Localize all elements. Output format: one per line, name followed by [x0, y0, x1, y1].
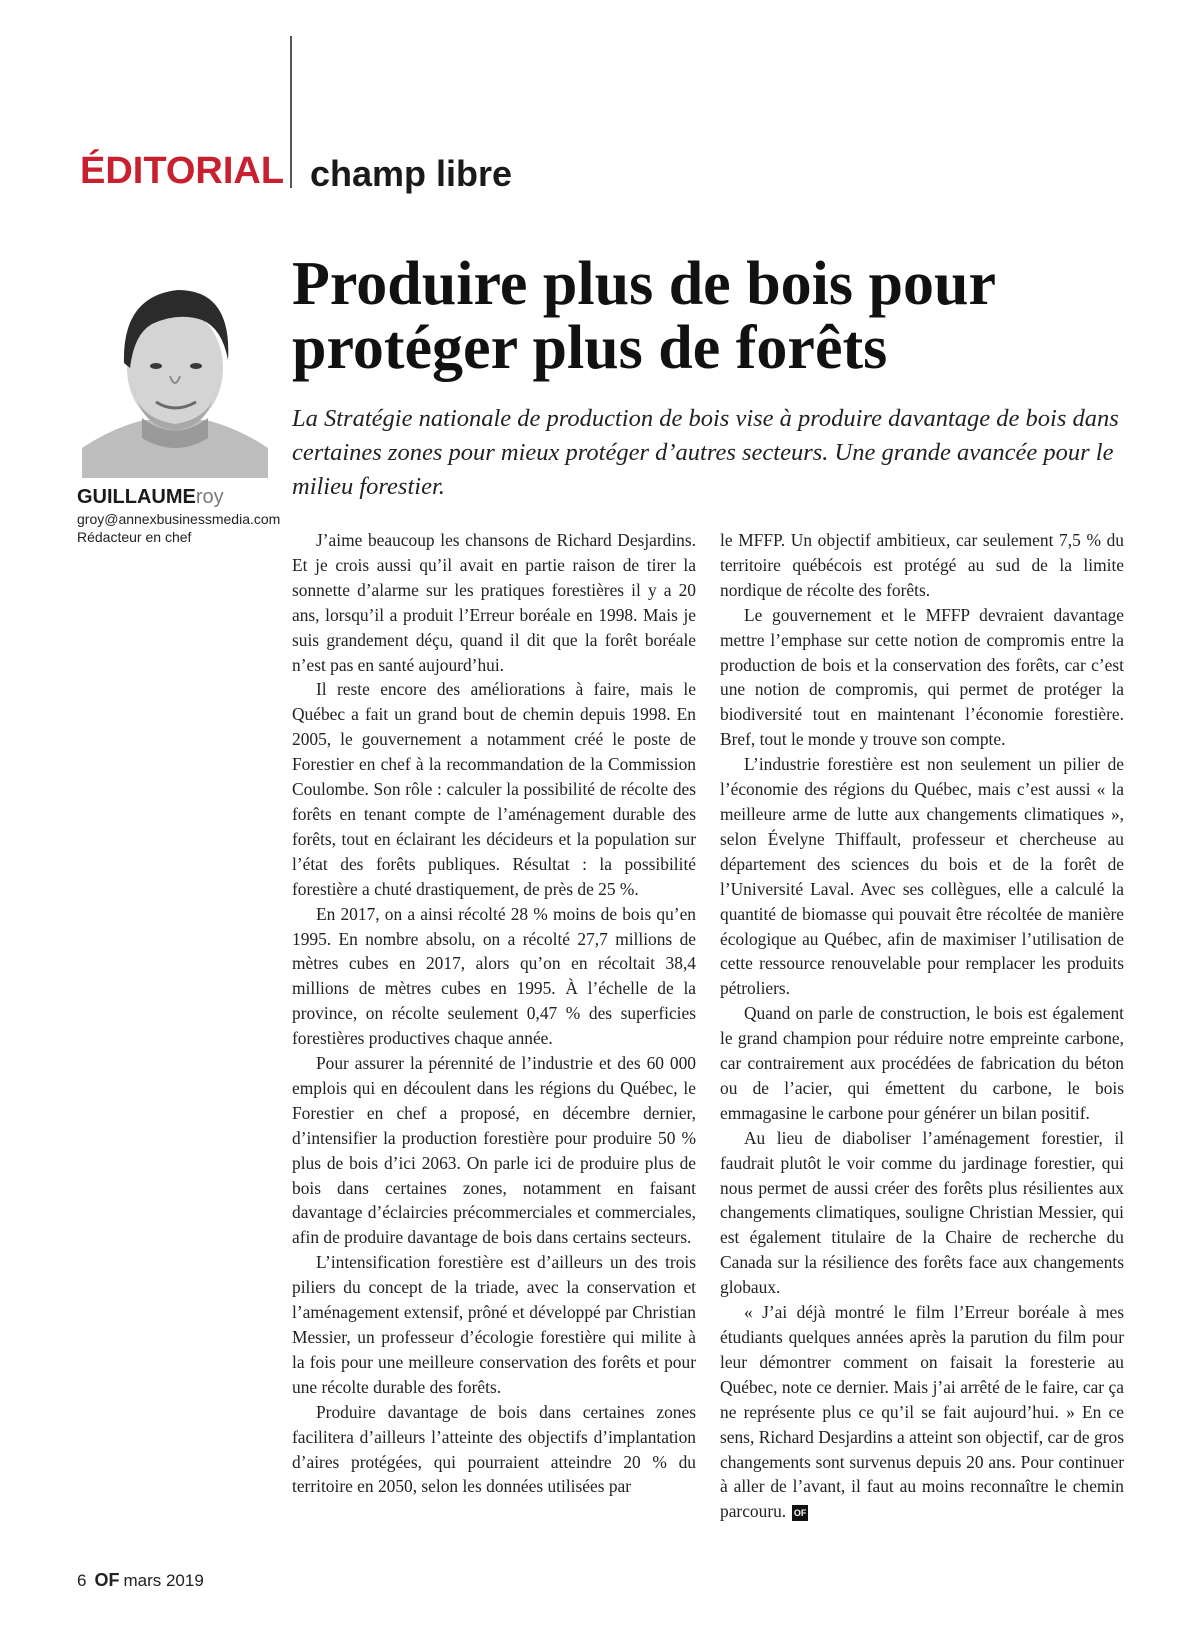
- article-column-left: [292, 528, 696, 1499]
- paragraph: L’intensification forestière est d’ailleurs un des trois piliers du concept de la triade, avec la conservation et l’aménagement extensif, prôné et développé par Christian Messier, un professeur d’écologie forestière qui milite à la fois pour une meilleure conservation des forêts et pour une récolte durable des forêts.: [292, 1252, 696, 1397]
- paragraph: Le gouvernement et le MFFP devraient davantage mettre l’emphase sur cette notion de compromis entre la production de bois et la conservation des forêts, car c’est une notion de compromis, qui permet de protéger la biodiversité tout en maintenant l’économie forestière. Bref, tout le monde y trouve son compte.: [720, 604, 1124, 750]
- author-first-name: GUILLAUME: [77, 486, 196, 508]
- author-email: groy@annexbusinessmedia.com: [77, 511, 281, 527]
- article-column-right: [720, 528, 1124, 1524]
- paragraph: J’aime beaucoup les chansons de Richard Desjardins. Et je crois aussi qu’il avait en partie raison de tirer la sonnette d’alarme sur les pratiques forestières il y a 20 ans, lorsqu’il a produit l’Erreur boréale en 1998. Mais je suis grandement déçu, quand il dit que la forêt boréale n’est pas en santé aujourd’hui.: [292, 530, 696, 675]
- author-name: [77, 486, 224, 509]
- author-portrait-image: [82, 268, 268, 478]
- publication-name: OF: [94, 1570, 120, 1590]
- paragraph: Quand on parle de construction, le bois est également le grand champion pour réduire notre empreinte carbone, car contrairement aux procédées de fabrication du béton ou de l’acier, qui émettent du carbone, le bois emmagasine le carbone pour générer un bilan positif.: [720, 1003, 1124, 1123]
- author-role: Rédacteur en chef: [77, 529, 192, 545]
- issue-date: mars 2019: [123, 1571, 204, 1590]
- page-footer: [77, 1570, 204, 1591]
- author-photo: [82, 268, 268, 478]
- article-title: [292, 252, 1152, 380]
- paragraph: L’industrie forestière est non seulement un pilier de l’économie des régions du Québec, mais c’est aussi « la meilleure arme de lutte aux changements climatiques », selon Évelyne Thiffault, professeur et chercheuse au département des sciences du bois et de la forêt de l’Université Laval. Avec ses collègues, elle a calculé la quantité de biomasse qui pouvait être récoltée de manière écologique au Québec, afin de maximiser l’utilisation de cette ressource renouvelable pour remplacer les produits pétroliers.: [720, 754, 1124, 999]
- section-label: ÉDITORIAL: [80, 150, 285, 192]
- paragraph-last: [720, 1300, 1124, 1524]
- header-vertical-rule: [290, 36, 292, 188]
- page-number: 6: [77, 1571, 87, 1590]
- paragraph: Il reste encore des améliorations à faire, mais le Québec a fait un grand bout de chemin depuis 1998. En 2005, le gouvernement a notamment créé le poste de Forestier en chef à la recommandation de la Commission Coulombe. Son rôle : calculer la possibilité de récolte des forêts en tenant compte de l’aménagement durable des forêts, tout en éclairant les décideurs et la population sur l’état des forêts publiques. Résultat : la possibilité forestière a chuté drastiquement, de près de 25 %.: [292, 679, 696, 899]
- article-title-line-1: Produire plus de bois pour: [292, 250, 997, 318]
- paragraph-continuation: le MFFP. Un objectif ambitieux, car seulement 7,5 % du territoire québécois est protégé au sud de la limite nordique de récolte des forêts.: [720, 530, 1124, 600]
- paragraph: En 2017, on a ainsi récolté 28 % moins de bois qu’en 1995. En nombre absolu, on a récolté 27,7 millions de mètres cubes en 2017, alors qu’on en récoltait 38,4 millions de mètres cubes en 1995. À l’échelle de la province, on récolte seulement 0,47 % des superficies forestières productives chaque année.: [292, 903, 696, 1049]
- author-last-name: roy: [195, 486, 224, 508]
- article-title-line-2: protéger plus de forêts: [292, 314, 888, 382]
- paragraph: Produire davantage de bois dans certaines zones facilitera d’ailleurs l’atteinte des objectifs d’implantation d’aires protégées, qui pourraient atteindre 20 % du territoire en 2050, selon les données utilisées par: [292, 1401, 696, 1497]
- article-deck: La Stratégie nationale de production de bois vise à produire davantage de bois dans certaines zones pour mieux protéger d’autres secteurs. Une grande avancée pour le milieu forestier.: [292, 405, 1119, 500]
- subsection-label: champ libre: [310, 153, 513, 194]
- end-mark-icon: OF: [792, 1505, 808, 1521]
- paragraph: Pour assurer la pérennité de l’industrie et des 60 000 emplois qui en découlent dans les régions du Québec, le Forestier en chef a proposé, en décembre dernier, d’intensifier la production forestière pour produire 50 % plus de bois d’ici 2063. On parle ici de produire plus de bois dans certaines zones, notamment en faisant davantage d’éclaircies précommerciales et commerciales, afin de produire davantage de bois dans certains secteurs.: [292, 1053, 696, 1248]
- last-paragraph-text: « J’ai déjà montré le film l’Erreur boréale à mes étudiants quelques années après la parution du film pour leur démontrer comment on faisait la foresterie au Québec, note ce dernier. Mais j’ai arrêté de le faire, car ça ne représente plus ce qu’il se fait aujourd’hui. » En ce sens, Richard Desjardins a atteint son objectif, car de gros changements sont survenus depuis 20 ans. Pour continuer à aller de l’avant, il faut au moins reconnaître le chemin parcouru.: [720, 1302, 1124, 1522]
- paragraph: Au lieu de diaboliser l’aménagement forestier, il faudrait plutôt le voir comme du jardinage forestier, qui nous permet de aussi créer des forêts plus résilientes aux changements climatiques, souligne Christian Messier, qui est également titulaire de la Chaire de recherche du Canada sur la résilience des forêts face aux changements globaux.: [720, 1127, 1124, 1298]
